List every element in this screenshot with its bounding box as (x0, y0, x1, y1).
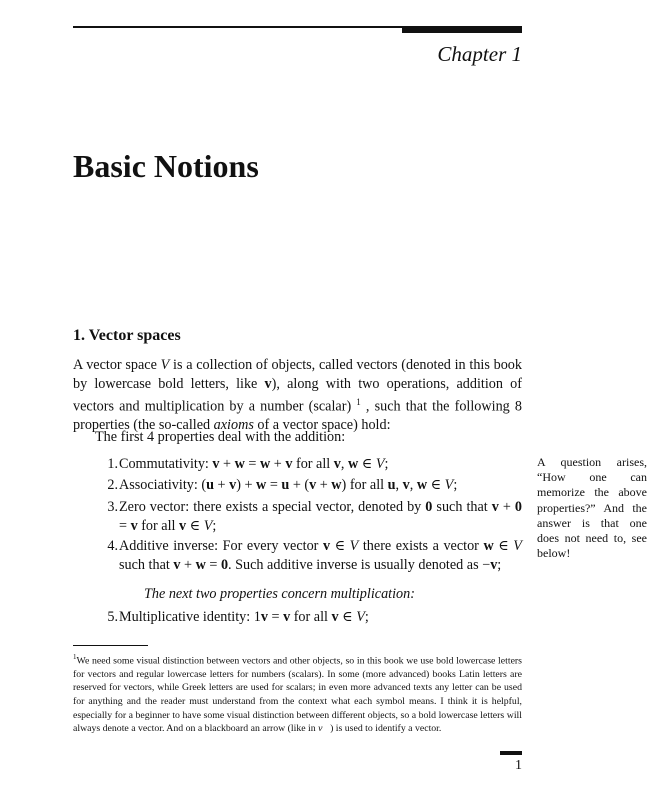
property-item-4 (102, 537, 522, 574)
margin-note: A question arises, “How one can memorize the above properties?” And the answer is that one does not need to, see below! (537, 455, 647, 561)
property-text: Associativity: (u + v) + w = u + (v + w) for all u, v, w ∈ V; (119, 477, 458, 493)
section-heading: 1. Vector spaces (73, 327, 181, 344)
property-number: 3. (107, 499, 118, 515)
footnote-rule (73, 645, 148, 646)
addition-intro: The first 4 properties deal with the addition: (95, 429, 346, 445)
page-number-mark (500, 751, 522, 755)
property-text: Multiplicative identity: 1v = v for all v ∈ V; (119, 609, 369, 625)
property-number: 1. (107, 456, 118, 472)
property-text: Additive inverse: For every vector v ∈ V there exists a vector w ∈ V such that v + w = 0. Such additive inverse is usually denoted as −v; (119, 538, 522, 573)
header-rule-thick (402, 26, 522, 33)
intro-paragraph: A vector space V is a collection of objects, called vectors (denoted in this book by lowercase bold letters, like v), along with two operations, addition of vectors and multiplication by a number (scalar) $^1$ , such that the following 8 properties (the so-called axioms of a vector space) hold: (73, 357, 522, 434)
property-item-2 (102, 476, 522, 495)
property-text: Zero vector: there exists a special vector, denoted by 0 such that v + 0 = v for all v ∈ V; (119, 499, 522, 534)
chapter-title: Basic Notions (73, 148, 259, 184)
chapter-label: Chapter 1 (437, 42, 522, 66)
property-text: Commutativity: v + w = w + v for all v, w ∈ V; (119, 456, 389, 472)
property-item-1 (102, 455, 522, 474)
footnote: $^1$We need some visual distinction between vectors and other objects, so in this book we use bold lowercase letters for vectors and regular lowercase letters for numbers (scalars). In some (more advanced) books Latin letters are reserved for vectors, while Greek letters are used for scalars; in even more advanced texts any letter can be used for anything and the reader must understand from the context what each symbol means. I think it is helpful, especially for a beginner to have some visual distinction between different objects, so a bold lowercase letters will always denote a vector. And on a blackboard an arrow (like in v⃗) is used to identify a vector. (73, 653, 522, 735)
property-number: 5. (107, 609, 118, 625)
property-number: 4. (107, 538, 118, 554)
property-number: 2. (107, 477, 118, 493)
property-item-5 (102, 608, 522, 627)
page-number: 1 (515, 758, 522, 773)
multiplication-intro: The next two properties concern multiplication: (144, 586, 415, 602)
property-item-3 (102, 498, 522, 535)
